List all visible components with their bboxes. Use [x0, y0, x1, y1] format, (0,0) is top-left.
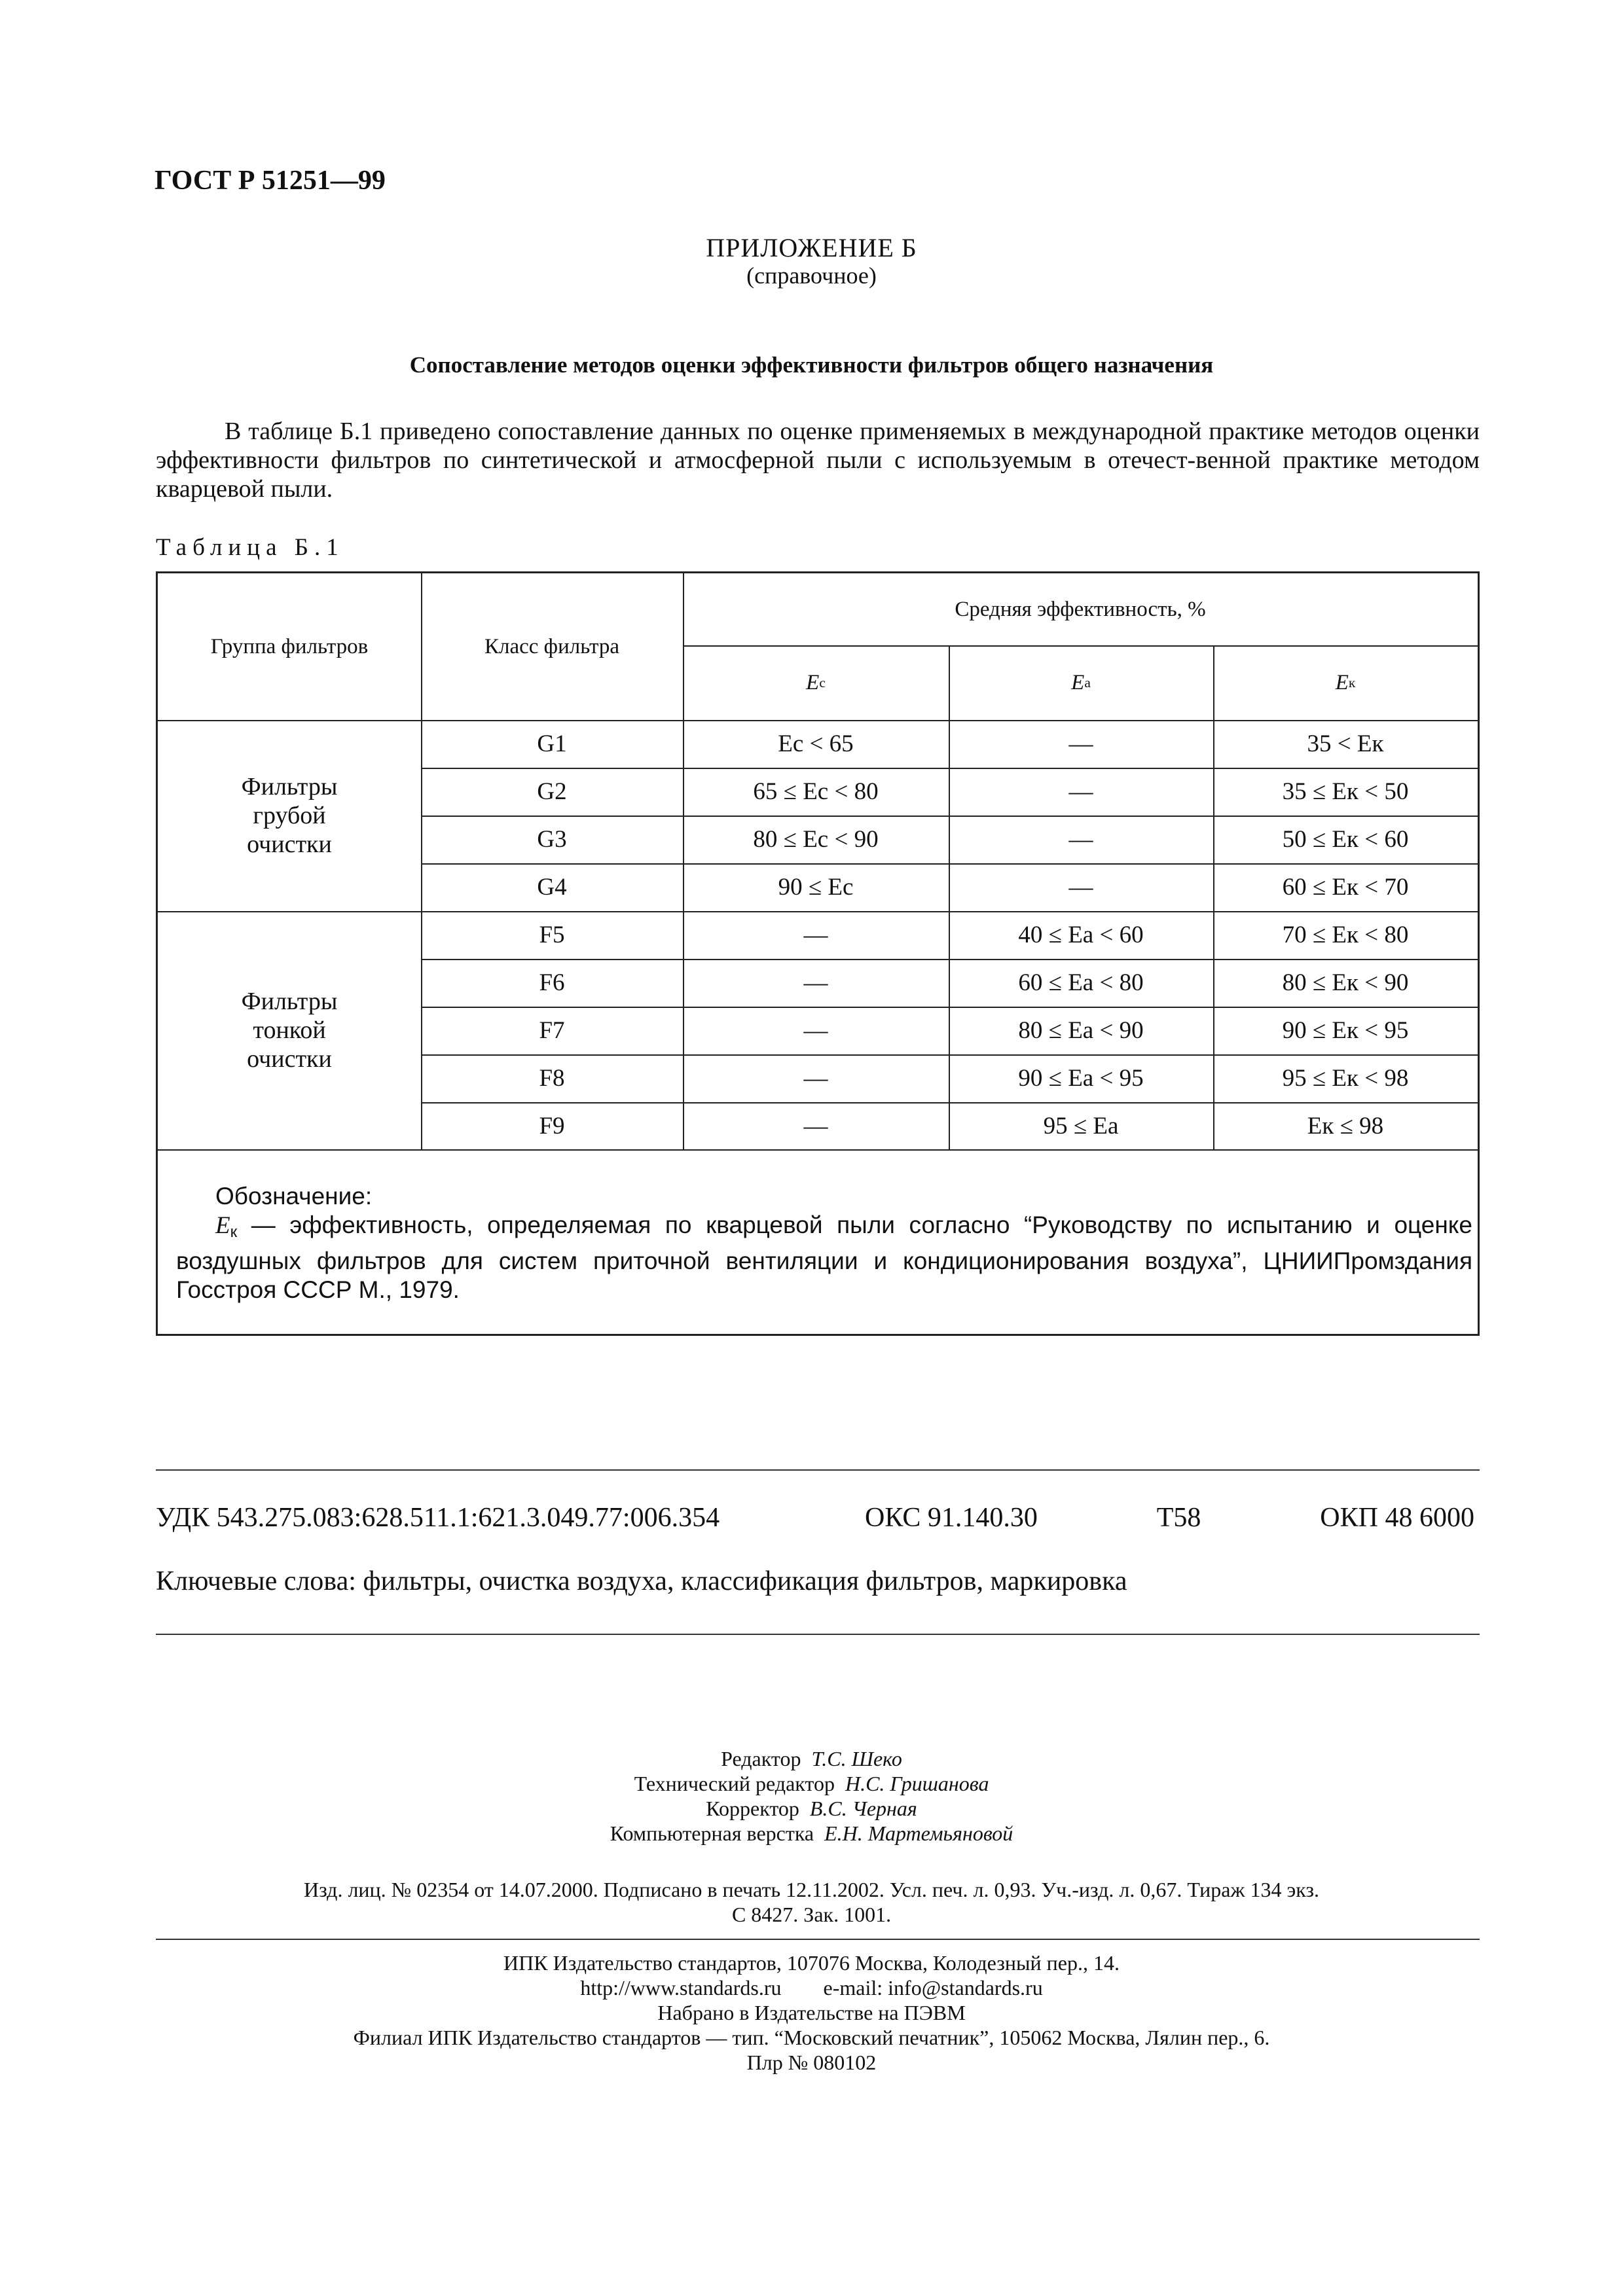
publisher-line: ИПК Издательство стандартов, 107076 Москва, Колодезный пер., 14. — [503, 1951, 1120, 1975]
publisher-line: Филиал ИПК Издательство стандартов — тип. “Московский печатник”, 105062 Москва, Лялин пер., 6. — [353, 2026, 1270, 2049]
cell-ec: 80 ≤ Eс < 90 — [753, 826, 879, 853]
cell-class: F5 — [539, 922, 565, 948]
cell-ek: 90 ≤ Eк < 95 — [1282, 1017, 1409, 1044]
cell-class: F8 — [539, 1065, 565, 1092]
oks-code: ОКС 91.140.30 — [865, 1503, 1038, 1533]
pub-line: С 8427. Зак. 1001. — [731, 1903, 892, 1926]
publisher-info — [0, 1950, 1623, 2075]
cell-ek: 95 ≤ Eк < 98 — [1282, 1065, 1409, 1092]
cell-ek: 35 < Eк — [1307, 730, 1384, 757]
cell-ec: — — [803, 922, 828, 948]
staff-line: Корректор В.С. Черная — [706, 1797, 917, 1820]
cell-ea: — — [1068, 874, 1093, 901]
cell-class: F7 — [539, 1017, 565, 1044]
cell-ek: 70 ≤ Eк < 80 — [1282, 922, 1409, 948]
udk-code: УДК 543.275.083:628.511.1:621.3.049.77:006.354 — [156, 1503, 720, 1533]
divider-bottom — [156, 1634, 1480, 1635]
cell-ek: 50 ≤ Eк < 60 — [1282, 826, 1409, 853]
cell-class: F6 — [539, 969, 565, 996]
editorial-staff — [0, 1746, 1623, 1846]
header-class: Класс фильтра — [484, 634, 619, 658]
appendix-subtitle: (справочное) — [746, 262, 877, 289]
cell-ek: 60 ≤ Eк < 70 — [1282, 874, 1409, 901]
cell-ec: 65 ≤ Eс < 80 — [753, 778, 879, 805]
cell-class: G1 — [537, 730, 567, 757]
cell-ea: 95 ≤ Eа — [1043, 1113, 1119, 1139]
pub-line: Изд. лиц. № 02354 от 14.07.2000. Подписано в печать 12.11.2002. Усл. печ. л. 0,93. Уч.-изд. л. 0,67. Тираж 134 экз. — [303, 1878, 1319, 1901]
t-code: Т58 — [1156, 1503, 1201, 1533]
cell-ec: — — [803, 969, 828, 996]
table-caption: Таблица Б.1 — [156, 534, 344, 561]
divider-top — [156, 1469, 1480, 1471]
document-code: ГОСТ Р 51251—99 — [155, 166, 386, 196]
cell-ek: 80 ≤ Eк < 90 — [1282, 969, 1409, 996]
filter-efficiency-table — [156, 571, 1480, 1336]
cell-ea: 80 ≤ Eа < 90 — [1018, 1017, 1144, 1044]
section-heading: Сопоставление методов оценки эффективности фильтров общего назначения — [409, 352, 1214, 378]
cell-ec: Eс < 65 — [778, 730, 854, 757]
header-group: Группа фильтров — [210, 634, 369, 658]
publication-info — [0, 1877, 1623, 1927]
cell-ea: 40 ≤ Eа < 60 — [1018, 922, 1144, 948]
staff-line: Технический редактор Н.С. Гришанова — [634, 1772, 989, 1795]
cell-ek: 35 ≤ Eк < 50 — [1282, 778, 1409, 805]
classification-row — [156, 1502, 1474, 1534]
staff-line: Компьютерная верстка Е.Н. Мартемьяновой — [610, 1821, 1013, 1845]
cell-ea: — — [1068, 778, 1093, 805]
group-fine-filters: Фильтры тонкой очистки — [241, 988, 338, 1073]
divider-publisher — [156, 1939, 1480, 1940]
cell-class: G4 — [537, 874, 567, 901]
cell-ec: — — [803, 1017, 828, 1044]
publisher-line: Плр № 080102 — [746, 2051, 877, 2074]
staff-line: Редактор Т.С. Шеко — [721, 1747, 902, 1770]
header-ea: E а — [1071, 670, 1091, 694]
publisher-line: Набрано в Издательстве на ПЭВМ — [657, 2001, 966, 2024]
cell-class: G2 — [537, 778, 567, 805]
appendix-title: ПРИЛОЖЕНИЕ Б — [706, 233, 917, 262]
cell-ea: 90 ≤ Eа < 95 — [1018, 1065, 1144, 1092]
cell-ec: 90 ≤ Eс — [778, 874, 854, 901]
cell-ec: — — [803, 1065, 828, 1092]
publisher-line: http://www.standards.ru e-mail: info@standards.ru — [580, 1976, 1043, 2000]
keywords: Ключевые слова: фильтры, очистка воздуха, классификация фильтров, маркировка — [156, 1566, 1127, 1596]
cell-ek: Eк ≤ 98 — [1307, 1113, 1384, 1139]
table-note — [176, 1182, 1472, 1304]
intro-paragraph: В таблице Б.1 приведено сопоставление данных по оценке применяемых в международной практике методов оценки эффективности фильтров по синтетической и атмосферной пыли с используемым в отечест-венной практике методом кварцевой пыли. — [156, 418, 1480, 503]
okp-code: ОКП 48 6000 — [1320, 1503, 1474, 1533]
cell-ec: — — [803, 1113, 828, 1139]
cell-class: G3 — [537, 826, 567, 853]
note-body: $E_к$ — эффективность, определяемая по кварцевой пыли согласно “Руководству по испытанию и оценке воздушных фильтров для систем приточной вентиляции и кондиционирования воздуха”, ЦНИИПромздания Госстроя СССР М., 1979. — [176, 1211, 1472, 1303]
header-ek: E к — [1335, 670, 1356, 694]
cell-ea: 60 ≤ Eа < 80 — [1018, 969, 1144, 996]
cell-class: F9 — [539, 1113, 565, 1139]
group-coarse-filters: Фильтры грубой очистки — [241, 773, 338, 858]
note-title: Обозначение: — [215, 1183, 373, 1210]
header-efficiency: Средняя эффективность, % — [955, 597, 1206, 621]
header-ec: E с — [806, 670, 826, 694]
cell-ea: — — [1068, 730, 1093, 757]
cell-ea: — — [1068, 826, 1093, 853]
